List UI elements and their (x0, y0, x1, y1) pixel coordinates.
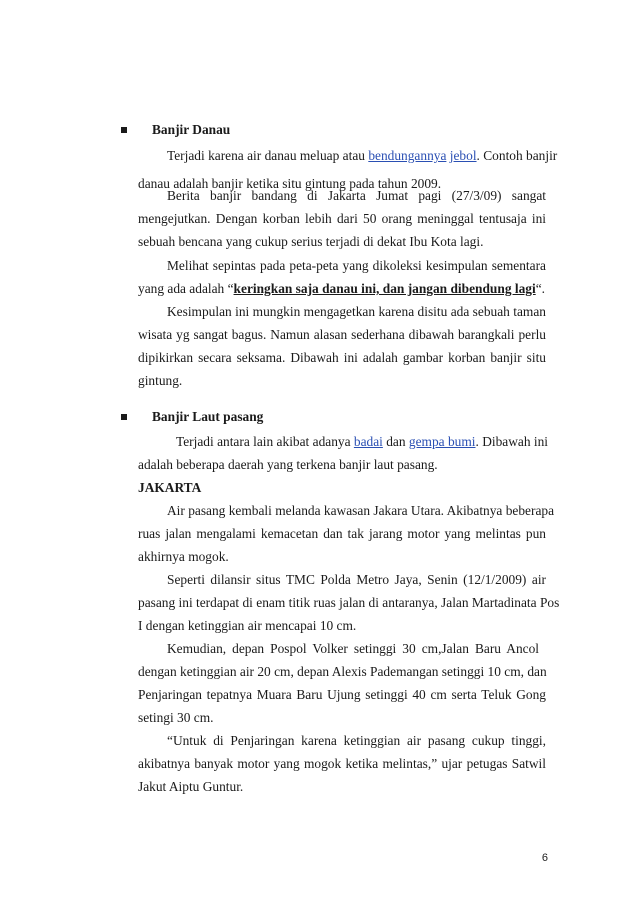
paragraph-line: akhirnya mogok. (138, 549, 229, 564)
paragraph-line: Air pasang kembali melanda kawasan Jakara Utara. Akibatnya beberapa (167, 503, 555, 518)
text-span: Terjadi antara lain akibat adanya (176, 434, 354, 449)
paragraph-line: danau adalah banjir ketika situ gintung pada tahun 2009. (138, 176, 442, 191)
paragraph-line: Kemudian, depan Pospol Volker setinggi 30 cm,Jalan Baru Ancol (167, 641, 539, 656)
paragraph-line: wisata yg sangat bagus. Namun alasan sederhana dibawah barangkali perlu (138, 327, 546, 342)
paragraph-line: pasang ini terdapat di enam titik ruas jalan di antaranya, Jalan Martadinata Pos (138, 595, 560, 610)
text-span: yang ada adalah “ (138, 281, 234, 296)
paragraph-line: I dengan ketinggian air mencapai 10 cm. (138, 618, 357, 633)
link-gempa-bumi[interactable]: gempa bumi (408, 434, 476, 449)
link-bendungannya[interactable]: bendungannya (368, 148, 447, 163)
paragraph-line: sebuah bencana yang cukup serius terjadi di dekat Ibu Kota lagi. (138, 234, 484, 249)
paragraph-line: “Untuk di Penjaringan karena ketinggian air pasang cukup tinggi, (167, 733, 546, 748)
paragraph-line: gintung. (138, 373, 183, 388)
paragraph-line: setingi 30 cm. (138, 710, 214, 725)
bullet-icon (121, 127, 127, 133)
text-span: . Contoh banjir (476, 148, 558, 163)
bullet-icon (121, 414, 127, 420)
paragraph-line (176, 434, 549, 450)
section-heading-banjir-danau: Banjir Danau (152, 122, 231, 137)
paragraph-line (167, 148, 558, 164)
text-span: “. (535, 281, 545, 296)
paragraph-line: Penjaringan tepatnya Muara Baru Ujung setinggi 40 cm serta Teluk Gong (138, 687, 546, 702)
subheading-jakarta: JAKARTA (138, 480, 202, 495)
paragraph-line: Melihat sepintas pada peta-peta yang dikoleksi kesimpulan sementara (167, 258, 546, 273)
link-jebol[interactable]: jebol (449, 148, 477, 163)
paragraph-line: Kesimpulan ini mungkin mengagetkan karena disitu ada sebuah taman (167, 304, 546, 319)
paragraph-line: akibatnya banyak motor yang mogok ketika melintas,” ujar petugas Satwil (138, 756, 546, 771)
paragraph-line: mengejutkan. Dengan korban lebih dari 50 orang meninggal tentusaja ini (138, 211, 546, 226)
bold-underlined-quote: keringkan saja danau ini, dan jangan dibendung lagi (233, 281, 536, 296)
text-span: dan (382, 434, 409, 449)
text-span: Terjadi karena air danau meluap atau (167, 148, 369, 163)
paragraph-line: dipikirkan secara seksama. Dibawah ini adalah gambar korban banjir situ (138, 350, 546, 365)
paragraph-line: Seperti dilansir situs TMC Polda Metro Jaya, Senin (12/1/2009) air (167, 572, 546, 587)
paragraph-line: adalah beberapa daerah yang terkena banjir laut pasang. (138, 457, 438, 472)
paragraph-line: Jakut Aiptu Guntur. (138, 779, 244, 794)
paragraph-line: Berita banjir bandang di Jakarta Jumat pagi (27/3/09) sangat (167, 188, 546, 203)
page-number: 6 (541, 852, 548, 864)
text-span: . Dibawah ini (475, 434, 549, 449)
link-badai[interactable]: badai (353, 434, 383, 449)
paragraph-line (138, 281, 546, 297)
paragraph-line: ruas jalan mengalami kemacetan dan tak jarang motor yang melintas pun (138, 526, 546, 541)
section-heading-banjir-laut-pasang: Banjir Laut pasang (152, 409, 264, 424)
paragraph-line: dengan ketinggian air 20 cm, depan Alexis Pademangan setinggi 10 cm, dan (138, 664, 547, 679)
